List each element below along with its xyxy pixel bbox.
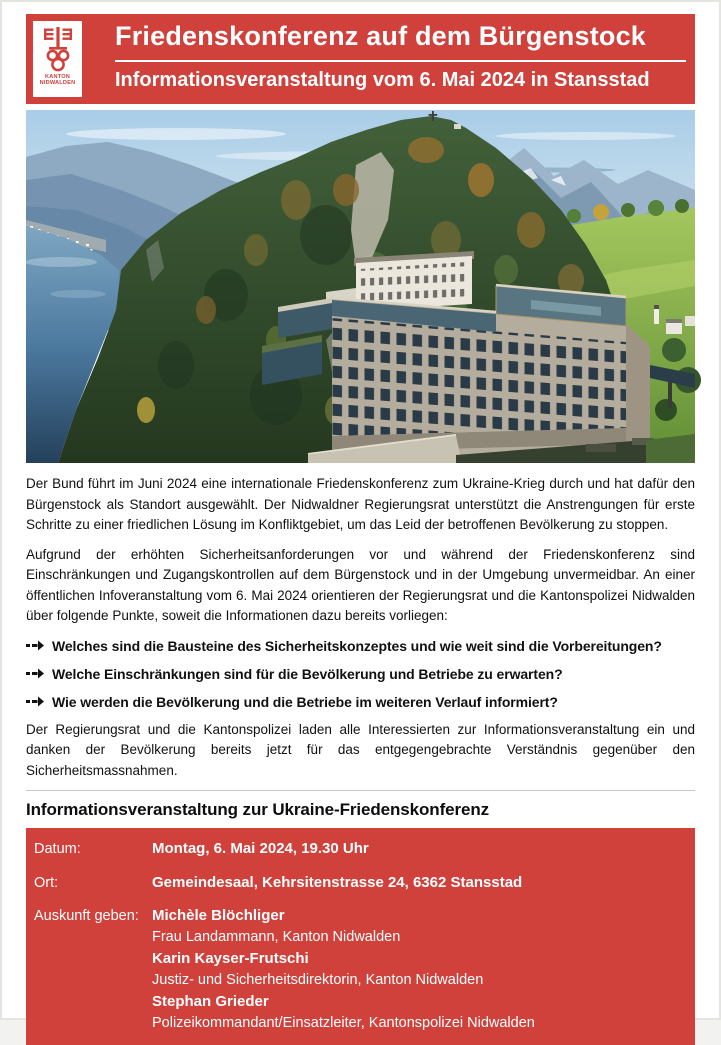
bullet-item [26, 636, 695, 656]
body-paragraph-3: Der Regierungsrat und die Kantonspolizei laden alle Interessierten zur Informationsveranstaltung ein und danken der Bevölkerung bereits jetzt für das entgegengebrachte Verständnis gegenüber den Sicherheitsmassnahmen. [26, 721, 695, 778]
event-label: Auskunft geben: [34, 908, 139, 924]
bullet-text: Welche Einschränkungen sind für die Bevölkerung und Betriebe zu erwarten? [52, 665, 563, 682]
event-info-box [26, 828, 695, 1045]
bullet-text: Welches sind die Bausteine des Sicherheitskonzeptes und wie weit sind die Vorbereitungen? [52, 637, 662, 654]
event-label: Datum: [34, 841, 81, 857]
buergenstock-resort-aerial-photo [26, 110, 695, 463]
contact-name: Stephan Grieder [152, 993, 269, 1010]
event-label: Ort: [34, 874, 59, 891]
contact-name: Michèle Blöchliger [152, 907, 285, 924]
event-value: Montag, 6. Mai 2024, 19.30 Uhr [152, 840, 369, 857]
page-title: Friedenskonferenz auf dem Bürgenstock [115, 21, 647, 51]
logo-caption: KANTON NIDWALDEN [39, 74, 76, 87]
event-heading: Informationsveranstaltung zur Ukraine-Friedenskonferenz [26, 800, 490, 819]
bullet-item [26, 692, 695, 712]
bullet-item [26, 664, 695, 684]
contact-role: Justiz- und Sicherheitsdirektorin, Kanton Nidwalden [152, 971, 484, 988]
event-row-ort [34, 873, 683, 894]
body-paragraph-2: Aufgrund der erhöhten Sicherheitsanforderungen vor und während der Friedenskonferenz sind Einschränkungen und Zugangskontrollen auf dem Bürgenstock und in der Umgebung unvermeidbar. An einer öffentlichen Infoveranstaltung vom 6. Mai 2024 orientieren der Regierungsrat und die Kantonspolizei Nidwalden über folgende Punkte, soweit die Informationen dazu bereits vorliegen: [26, 546, 695, 623]
arrow-right-icon [26, 640, 44, 651]
kanton-nidwalden-logo [33, 21, 82, 97]
contact-role: Polizeikommandant/Einsatzleiter, Kantonspolizei Nidwalden [152, 1014, 535, 1031]
page-subtitle: Informationsveranstaltung vom 6. Mai 2024 in Stansstad [115, 69, 650, 91]
event-row-auskunft [34, 906, 683, 1035]
bullet-text: Wie werden die Bevölkerung und die Betriebe im weiteren Verlauf informiert? [52, 693, 558, 710]
arrow-right-icon [26, 668, 44, 679]
nidwalden-key-emblem-icon [41, 26, 75, 72]
contact-name: Karin Kayser-Frutschi [152, 950, 309, 967]
contact-entry [152, 992, 683, 1033]
body-paragraph-1: Der Bund führt im Juni 2024 eine internationale Friedenskonferenz zum Ukraine-Krieg durch und hat dafür den Bürgenstock als Standort ausgewählt. Der Nidwaldner Regierungsrat unterstützt die Anstrengungen für erste Schritte zu einer friedlichen Lösung im Konfliktgebiet, um das Leid der betroffenen Bevölkerung zu stoppen. [26, 476, 695, 532]
event-row-datum [34, 839, 683, 860]
arrow-right-icon [26, 696, 44, 707]
contact-entry [152, 949, 683, 990]
header-text [82, 14, 695, 104]
contact-role: Frau Landammann, Kanton Nidwalden [152, 928, 401, 945]
body-text [26, 474, 695, 781]
header-divider [115, 60, 686, 62]
bullet-list [26, 636, 695, 712]
contact-entry [152, 906, 683, 947]
contact-list [152, 906, 683, 1035]
header-banner [26, 14, 695, 104]
event-value: Gemeindesaal, Kehrsitenstrasse 24, 6362 Stansstad [152, 873, 523, 891]
section-divider [26, 790, 695, 791]
